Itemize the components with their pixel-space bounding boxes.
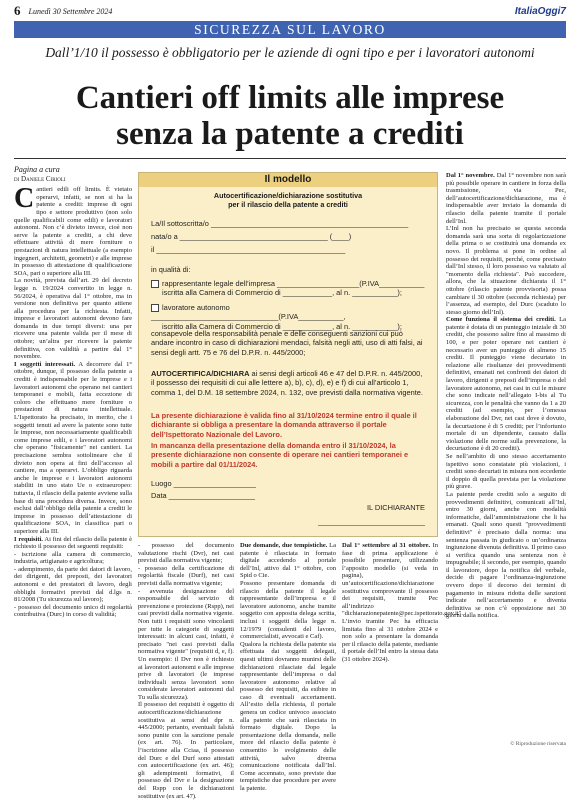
lead-paragraph: Cantieri edili off limits. È vietato operarvi, infatti, se non si ha la patente a crediti: imprese di ogni tipo e settore produttivo (non solo quelle qualificabili come edili) e lavoratori autonomi. Non c’è divieto invece, cioè non serve la patente a crediti, a chi deve effettuare attività di mere forniture o prestazioni di natura intellettuale (a esempio ingegneri, architetti, geometri) e alle imprese in possesso di attestazione di qualificazione SOA, pari o superiore alla III.	[14, 183, 132, 277]
article-kicker: Dall’1/10 il possesso è obbligatorio per le aziende di ogni tipo e per i lavoratori autonomi	[45, 45, 535, 60]
copyright-note: © Riproduzione riservata	[510, 741, 566, 747]
form-heading: Il modello	[139, 173, 437, 187]
form-role-label: in qualità di:	[151, 265, 191, 274]
article-title	[14, 80, 566, 152]
byline: Pagina a cura	[14, 165, 60, 174]
page-number: 6	[14, 3, 21, 18]
form-signature-label: IL DICHIARANTE	[366, 503, 425, 512]
publication-logo: ItaliaOggi7	[514, 5, 566, 17]
form-date: Data _____________________	[151, 491, 255, 500]
title-line-1: Cantieri off limits alle imprese	[75, 80, 505, 116]
form-autocertifica: AUTOCERTIFICA/DICHIARA ai sensi degli articoli 46 e 47 del D.P.R. n. 445/2000, il possesso dei requisiti di cui alle lettere a), b), c), d), e) e f) di cui all’articolo 1, comma 1, del D.M. 18 settembre 2024, n. 132, ove previsti dalla normativa vigente.	[151, 369, 423, 397]
checkbox-self-employed	[151, 304, 159, 312]
issue-date: Lunedì 30 Settembre 2024	[28, 6, 113, 16]
form-deadline-note: In mancanza della presentazione della domanda entro il 31/10/2024, la presente dichiarazione non consente di operare nei cantieri temporanei e mobili a partire dal 01/11/2024.	[151, 441, 409, 469]
title-line-2: senza la patente a crediti	[116, 116, 464, 152]
form-field-birthdate: il ______________________________________________	[151, 245, 346, 254]
form-consapevole: consapevole della responsabilità penale e delle conseguenti sanzioni cui può andare incontro in caso di dichiarazioni mendaci, falsità negli atti, uso di atti falsi, ai sensi degli artt. 75 e 76 del D.P.R. n. 445/2000;	[151, 329, 423, 357]
form-option-legal-rep: rappresentante legale dell’impresa ____________________(P.IVA___________ iscritta alla Camera di Commercio di ____________, al n. ___________);	[151, 279, 425, 298]
column-2: - possesso del documento valutazione rischi (Dvr), nei casi previsti dalla normativa vigente; - possesso della certificazione di regolarità fiscale (Durf), nei casi previsti dalla normativa vigente; - avvenuta designazione del responsabile del servizio di prevenzione e protezione (Rspp), nei casi previsti dalla normativa vigente. Non tutti i requisiti sono vincolanti per tutte le categorie di soggetti interessati: in alcuni casi, infatti, è precisato "nei casi previsti dalla normativa vigente" (requisiti d, e, f). Un esempio: il Dvr non è richiesto ai lavoratori autonomi e alle imprese prive di lavoratori (le imprese individuali senza lavoratori sono considerate lavoratori autonomi dal Tu sulla sicurezza). Il possesso dei requisiti è oggetto di autocertificazione/dichiarazione sostitutiva ai sensi del dpr n. 445/2000; pertanto, eventuali falsità sono punite con la sanzione penale (ex art. 76). In particolare, l’iscrizione alla Cciaa, il possesso del Durc e del Durf sono attestati con autocertificazione (ex art. 46); gli adempimenti formativi, il possesso del Dvr e la designazione del Rspp con le dichiarazioni sostitutive (ex art. 47).	[138, 542, 234, 800]
section-banner: SICUREZZA SUL LAVORO	[14, 21, 566, 38]
paragraph: - possesso del documento unico di regolarità contributiva (Durc) in corso di validità;	[14, 603, 132, 619]
form-field-name: La/Il sottoscritta/o ________________________________________________	[151, 219, 409, 228]
column-4: Dal 1° settembre al 31 ottobre. In fase di prima applicazione è possibile presentare, utilizzando l’apposito modello (si veda in pagina), un’autocertificazione/dichiarazione sostitutiva comprovante il possesso dei requisiti, tramite Pec all’indirizzo "dichiarazionepatente@pec.ispettorato.gov.it". L’invio tramite Pec ha efficacia limitata fino al 31 ottobre 2024 e non solo a presentare la domanda per il rilascio della patente, mediante il portale dell’Inl entro la stessa data (31 ottobre 2024).	[342, 542, 463, 663]
form-option-self-employed: lavoratore autonomo _______________________________(P.IVA___________, iscritto alla Camera di Commercio di ____________, al n. ___________);	[151, 303, 402, 331]
column-right: Dal 1° novembre. Dal 1° novembre non sarà più possibile operare in cantiere in forza della trasmissione, via Pec, dell’autocertificazione/dichiarazione, ma è indispensabile aver inviato la domanda di rilascio della patente tramite il portale dell’Inl. L’Inl non ha precisato se questa seconda domanda sarà una sorta di regolarizzazione della prima o se costituirà una domanda ex novo. Il problema si pone in ordine al possesso dei requisiti, perché, come precisato dall’Inl stesso, il loro possesso va valutato al "momento della richiesta". Può succedere, allora, che la situazione dichiarata il 1° ottobre (rilascio patente provvisoria) possa cambiare il 30 ottobre (seconda richiesta) per l’assenza, ad esempio, del Durc (scaduto lo stesso giorno dell’Inl). Come funziona il sistema dei crediti. La patente è dotata di un punteggio iniziale di 30 crediti, che possono salire fino al massimo di 100, e per poter operare nei cantieri è necessario aver un punteggio di almeno 15 crediti. Il punteggio viene decurtato in relazione alle risultanze dei provvedimenti definitivi, emanati nei confronti dei datori di lavoro, dirigenti e preposti dell’impresa o del lavoratore autonomo, nei casi in cui le misure che sono indicate nell’allegato I-bis al Tu sicurezza, con le penalità che vanno da 1 a 20 crediti (ad esempio, per l’omessa elaborazione del Dvr, nei casi dove è dovuto, la decurtazione è di 5 crediti; per l’infortunio mortale di un dipendente, causato dalla violazione delle norme sulla prevenzione, la decurtazione è di 20 crediti). Se nell’ambito di uno stesso accertamento ispettivo sono constatate più violazioni, i crediti sono decurtati in misura non eccedente il doppio di quella prevista per la violazione più grave. La patente perde crediti solo a seguito di provvedimenti definitivi, comunicati all’Inl, entro 30 giorni, anche con modalità informatiche, dall’amministrazione che li ha emanati. Quali sono questi "provvedimenti definitivi" è precisato dalla norma: una sentenza passata in giudicato o un’ordinanza ingiunzione divenuta definitiva. Il primo caso si verifica quando una sentenza non è impugnabile; il secondo, per esempio, quando il lavoratore, dopo la notifica del verbale, decide di pagare l’ordinanza-ingiunzione ovvero dopo il decorso dei termini di pagamento in misura ridotta delle sanzioni indicate nell’accertamento e diventa definitiva se non c’è opposizione nei 30 giorni dalla notifica.	[446, 172, 567, 620]
title-divider	[14, 158, 566, 159]
form-box	[138, 172, 438, 537]
paragraph: - iscrizione alla camera di commercio, industria, artigianato e agricoltura;	[14, 550, 132, 566]
form-field-birthplace: nata/o a ____________________________________ (____)	[151, 232, 352, 241]
form-place: Luogo ____________________	[151, 479, 256, 488]
paragraph: I requisiti. Ai fini del rilascio della patente è richiesto il possesso dei seguenti requisiti:	[14, 535, 132, 551]
author-name: di Daniele Cirioli	[14, 174, 66, 183]
page-header	[14, 4, 566, 18]
form-subtitle: Autocertificazione/dichiarazione sostitutiva per il rilascio della patente a crediti	[213, 191, 363, 209]
column-3: Due domande, due tempistiche. La patente è rilasciata in formato digitale accedendo al portale dell’Inl, attivo dal 1° ottobre, con Spid o Cie. Possono presentare domanda di rilascio della patente il legale rappresentante dell’impresa e il lavoratore autonomo, anche tramite soggetto con apposita delega scritta, inclusi i soggetti della legge n. 12/1979 (consulenti del lavoro, commercialisti, avvocati e Caf). Qualora la richiesta della patente sia effettuata dai soggetti delegati, questi ultimi dovranno munirsi delle dichiarazioni rilasciate dal legale rappresentante dell’impresa o dal lavoratore autonomo relative al possesso dei requisiti, da esibire in caso di eventuali accertamenti. All’esito della richiesta, il portale genera un codice univoco associato alla patente che sarà rilasciata in formato digitale. Dopo la presentazione della domanda, nelle more del rilascio della patente è consentito lo svolgimento delle attività, salvo diversa comunicazione notificata dall’Inl. Come accennato, sono previste due tempistiche due procedure per avere la patente.	[240, 542, 336, 792]
paragraph: I soggetti interessati. A decorrere dal 1° ottobre, dunque, il possesso della patente a crediti è indispensabile per le imprese e i lavoratori autonomi che operano nei cantieri temporanei e mobili, fatta eccezione di coloro che effettuano mere forniture o prestazioni di natura intellettuale. L’Ispettorato ha precisato, in merito, che i soggetti tenuti ad avere la patente sono tutte le imprese, non necessariamente qualificabili come imprese edili, e i lavoratori autonomi che operano "fisicamente" nei cantieri. La precisazione sembra sottolineare che il divieto non opera ai fini dell’accesso al cantiere, ma a operarvi. L’obbligo riguarda anche le imprese e i lavoratori autonomi stabiliti in uno stato Ue o extraeuropeo: tuttavia, il rilascio della patente avviene sulla base di una procedura diversa. Invece, sono esclusi dall’obbligo della patente a crediti le imprese in possesso dell’attestazione di qualificazione SOA, in classifica pari o superiore alla III.	[14, 360, 132, 535]
paragraph: La novità, prevista dall’art. 29 del decreto legge n. 19/2024 convertito in legge n. 56/2024, è operativa dal 1° ottobre, ma in versione non definitiva per quanto attiene alla procedura per la richiesta. Infatti, imprese e lavoratori autonomi devono fare domanda in due tempi diversi: una per ricevere una patente valida per il mese di ottobre; un’altra per ricevere la patente definitiva, con validità a partire dal 1° novembre.	[14, 277, 132, 361]
form-signature-line: __________________________	[318, 517, 425, 526]
checkbox-legal-rep	[151, 280, 159, 288]
form-validity-note: La presente dichiarazione è valida fino al 31/10/2024 termine entro il quale il dichiarante si obbliga a presentare la domanda attraverso il portale dell’Ispettorato Nazionale del Lavoro.	[151, 411, 417, 439]
column-left	[14, 166, 132, 746]
paragraph: - adempimento, da parte dei datori di lavoro, dei dirigenti, dei preposti, dei lavoratori autonomi e dei prestatori di lavoro, degli obblighi formativi previsti dal d.lgs n. 81/2008 (Tu sicurezza sul lavoro);	[14, 565, 132, 604]
